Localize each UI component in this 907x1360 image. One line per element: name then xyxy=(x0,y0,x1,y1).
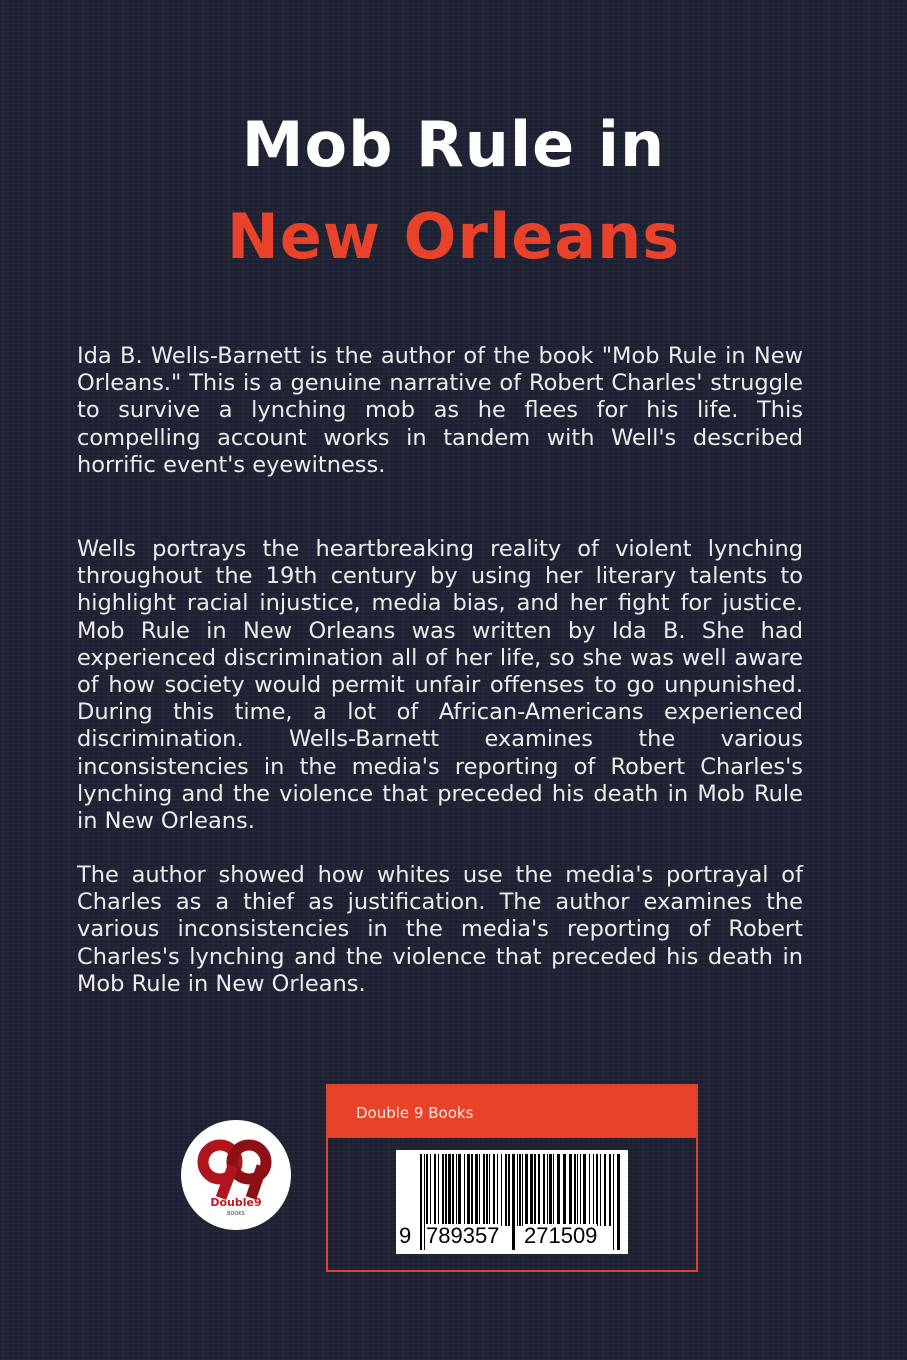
barcode-bar xyxy=(517,1154,518,1226)
barcode-bar xyxy=(464,1154,465,1226)
barcode-bar xyxy=(563,1154,566,1226)
publisher-name: Double 9 Books xyxy=(328,1086,696,1138)
barcode-bar xyxy=(479,1154,480,1226)
barcode-bar xyxy=(538,1154,540,1226)
barcode-bar xyxy=(613,1154,614,1250)
svg-text:BOOKS: BOOKS xyxy=(227,1211,245,1217)
isbn-first-digit: 9 xyxy=(399,1223,412,1248)
isbn-group-1: 789357 xyxy=(426,1223,500,1248)
barcode-bar xyxy=(553,1154,554,1226)
barcode-bar xyxy=(426,1154,428,1226)
barcode-bar xyxy=(580,1154,581,1226)
barcode-bar xyxy=(574,1154,576,1226)
barcode-bar xyxy=(442,1154,444,1226)
barcode-bar xyxy=(471,1154,473,1226)
barcode-bar xyxy=(467,1154,470,1226)
barcode-bar xyxy=(593,1154,594,1226)
barcode-bar xyxy=(549,1154,552,1226)
description-paragraph-1: Ida B. Wells-Barnett is the author of the book "Mob Rule in New Orleans." This is a genuine narrative of Robert Charles' struggle to survive a lynching mob as he flees for his life. This compelling account works in tandem with Well's described horrific event's eyewitness. xyxy=(77,343,803,478)
barcode-bar xyxy=(604,1154,606,1226)
description-paragraph-3: The author showed how whites use the media's portrayal of Charles as a thief as justification. The author examines the various inconsistencies in the media's reporting of Robert Charles's lynching and the violence that preceded his death in Mob Rule in New Orleans. xyxy=(77,862,803,997)
barcode-bar xyxy=(445,1154,447,1226)
barcode-bar xyxy=(508,1154,510,1226)
barcode-bar xyxy=(438,1154,439,1226)
barcode-bar xyxy=(530,1154,533,1226)
barcode-bar xyxy=(420,1154,422,1250)
title-line-1: Mob Rule in xyxy=(241,108,666,181)
barcode-bar xyxy=(525,1154,528,1226)
svg-text:Double9: Double9 xyxy=(210,1196,262,1209)
barcode-bar xyxy=(600,1154,601,1226)
isbn-box xyxy=(326,1084,698,1272)
barcode-bar xyxy=(596,1154,598,1226)
barcode-bar xyxy=(458,1154,461,1226)
barcode-bar xyxy=(456,1154,457,1226)
barcode-bar xyxy=(497,1154,498,1226)
barcode-bar xyxy=(489,1154,490,1226)
isbn-group-2: 271509 xyxy=(524,1223,598,1248)
barcode-bar xyxy=(534,1154,536,1226)
barcode-bar xyxy=(547,1154,548,1226)
barcode-bar xyxy=(483,1154,485,1226)
barcode-bar xyxy=(583,1154,586,1226)
barcode-bar xyxy=(522,1154,523,1226)
barcode-bar xyxy=(501,1154,502,1226)
barcode-bar xyxy=(493,1154,495,1226)
barcode-bar xyxy=(609,1154,611,1226)
title-line-2: New Orleans xyxy=(226,200,681,273)
double-nine-logo-icon xyxy=(181,1120,291,1230)
barcode-bar xyxy=(519,1154,521,1226)
publisher-logo xyxy=(181,1120,291,1230)
barcode-bar xyxy=(452,1154,454,1226)
barcode-bar xyxy=(505,1154,507,1226)
barcode-bar xyxy=(589,1154,590,1226)
barcode-bar xyxy=(430,1154,431,1226)
barcode-bar xyxy=(486,1154,488,1226)
barcode-bar xyxy=(557,1154,560,1226)
barcode-bar xyxy=(512,1154,515,1250)
barcode-bar xyxy=(617,1154,620,1250)
barcode-bar xyxy=(424,1154,425,1250)
description-paragraph-2: Wells portrays the heartbreaking reality of violent lynching throughout the 19th century by using her literary talents to highlight racial injustice, media bias, and her fight for justice. Mob Rule in New Orleans was written by Ida B. She had experienced discrimination all of her life, so she was well aware of how society would permit unfair offenses to go unpunished. During this time, a lot of African-Americans experienced discrimination. Wells-Barnett examines the various inconsistencies in the media's reporting of Robert Charles's lynching and the violence that preceded his death in Mob Rule in New Orleans. xyxy=(77,536,803,835)
barcode-bar xyxy=(577,1154,578,1226)
barcode-bar xyxy=(434,1154,436,1226)
barcode-bar xyxy=(475,1154,478,1226)
barcode-bar xyxy=(569,1154,572,1226)
barcode-bar xyxy=(448,1154,451,1226)
isbn-barcode xyxy=(396,1150,628,1254)
barcode-bar xyxy=(543,1154,545,1226)
